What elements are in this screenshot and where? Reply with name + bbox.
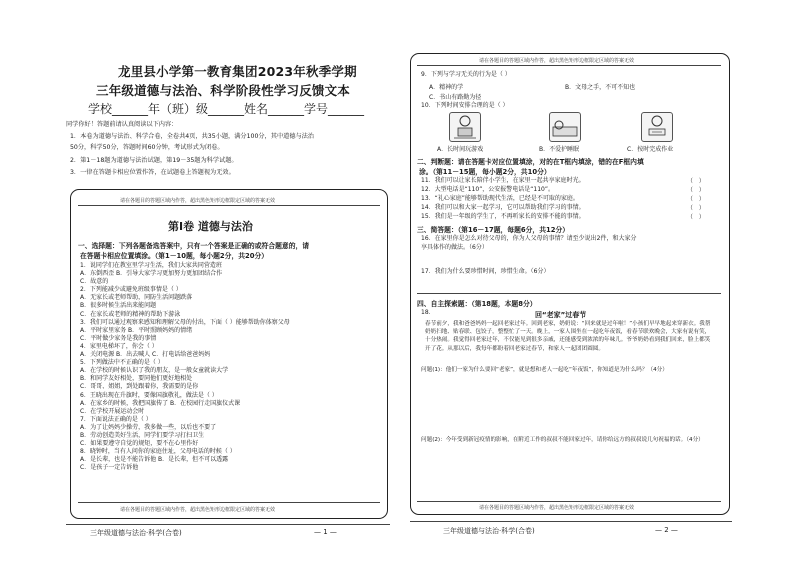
q-line: 6．王晓出现在升旗时，要像国旗敬礼，做法是（ ） xyxy=(80,391,218,399)
part4-header: 四、自主探索题：（第18题，本题8分） xyxy=(417,300,537,308)
box-bottom-note: 请在各题目的答题区域内作答，超出黑色矩形边框限定区域的答案无效 xyxy=(479,505,635,511)
student-info-line: 学校______年（班）级______姓名______学号______ xyxy=(88,102,365,116)
judge-12: 12．大型电话是“110”，公安报警电话是“110”。 xyxy=(421,186,554,193)
box-top-note: 请在各题目的答题区域内作答，超出黑色矩形边框限定区域的答案无效 xyxy=(120,198,276,204)
footer-subject: 三年级道德与法治·科学(合卷) xyxy=(443,527,535,535)
q16-cont: 享具体作的做法。（6分） xyxy=(421,244,488,251)
q10-option-a: A．长时间玩游戏 xyxy=(437,146,484,153)
q-line: C．是孩子一定告诉他 xyxy=(80,464,139,472)
q9: 9．下列与学习无关的行为是（ ） xyxy=(421,71,511,78)
q-line: 7．下面说法正确的是（ ） xyxy=(80,415,152,423)
divider xyxy=(417,65,721,66)
essay-question-2: 问题(2)：今年受到新冠疫情的影响，在附近工作的叔叔不能回家过年，请你给远方的叔叔说几句祝福的话。（4分） xyxy=(421,437,704,443)
note-1b: 50分，科学50分，答题时间60分钟，考试形式为闭卷。 xyxy=(70,144,224,151)
q-line: B．和同学友好相处，要同他们更好地相处 xyxy=(80,375,193,383)
divider xyxy=(78,502,380,503)
judge-13: 13．“礼心家庭”能够帮助现代生活，已经是不可取的家庭。 xyxy=(421,195,579,202)
divider xyxy=(417,501,721,502)
q10-option-c: C．按时完成作业 xyxy=(627,146,674,153)
q-line: A．东倒西歪 B．引导大家学习更加努力更加团结合作 xyxy=(80,270,223,278)
q9-option-b: B．文母之手，不可不知也 xyxy=(565,84,636,91)
q10: 10．下列时间安排合理的是（ ） xyxy=(421,102,509,109)
homework-illustration xyxy=(641,112,673,142)
q-line: 3．我们可以通过观察来感知和理解父母的付出，下面（ ）能够帮助你体察父母 xyxy=(80,318,290,326)
q-line: B．劳动创造美好生活，同学们要学习打扫卫生 xyxy=(80,431,205,439)
q-line: A．为了让妈妈少操劳，我多做一些，以后也不要了 xyxy=(80,423,217,431)
page-right xyxy=(397,0,794,561)
q-line: B．很多时候生活出来能问题 xyxy=(80,302,157,310)
part3-header: 三、简答题：（第16－17题，每题6分，共12分） xyxy=(417,226,570,234)
divider xyxy=(78,205,380,206)
box-top-note: 请在各题目的答题区域内作答，超出黑色矩形边框限定区域的答案无效 xyxy=(479,58,635,64)
judge-14: 14．我们可以和大家一起学习，它可以帮助我们学习的事情。 xyxy=(421,204,585,211)
q9-option-c: C．书山有路勤为径 xyxy=(429,94,482,101)
note-1: 1．本卷为道德与法治、科学合卷，全卷共4页，共35小题，满分100分，其中道德与法治 xyxy=(70,133,315,140)
q-line: 8．晓钟时，当有人问你的家庭住址，父母电话的时候（ ） xyxy=(80,448,236,456)
question-list-left xyxy=(80,262,290,472)
q17: 17．我们为什么要珍惜时间，珍惜生命。（6分） xyxy=(421,268,550,275)
q-line: C．平时做少家务是我的事情 xyxy=(80,334,157,342)
q-line: 2．下列能减少或避免班级事情是（ ） xyxy=(80,286,182,294)
q-line: A．关闭电源 B．出去喊人 C．打电话给爸爸妈妈 xyxy=(80,351,211,359)
q9-option-a: A．精神的学 xyxy=(429,84,464,91)
q-line: A．无家长或老师帮助，同防生活问题跌落 xyxy=(80,294,193,302)
gaming-illustration xyxy=(449,112,481,142)
part1-header-2: 在答题卡相应位置填涂。（第1－10题，每小题2分，共20分） xyxy=(80,252,269,260)
footer-subject: 三年级道德与法治·科学(合卷) xyxy=(90,529,182,537)
footer-rule xyxy=(66,524,390,525)
q-line: A．是长辈，也是不能告诉他 B．是长辈，但不可以透露 xyxy=(80,456,229,464)
q-line: A．平时家里家务 B．平时照顾妈妈的情绪 xyxy=(80,326,193,334)
q-line: C．在学校开展运动会时 xyxy=(80,407,145,415)
part1-header: 一、选择题：下列各题备选答案中，只有一个答案是正确的或符合题意的，请 xyxy=(78,242,310,250)
part2-header: 二、判断题：请在答题卡对应位置填涂，对的在T框内填涂，错的在F框内填 xyxy=(417,158,644,166)
q-line: A．在学校的时候认识了我的朋友，是一般女童就读大学 xyxy=(80,367,229,375)
greeting: 同学你好！答题前请认真阅读以下内容： xyxy=(66,121,178,128)
divider xyxy=(417,293,721,294)
essay-text: 春节前夕，我和爸爸妈妈一起回老家过年。回到老家，奶奶说：“回来就是过年啦！”小孩们早早地起来穿新衣。我帮奶奶扫地、贴春联、包饺子，整整忙了一天。晚上，一家人围坐在一起吃年夜饭，看春节联欢晚会，大家有说有笑，十分热闹。我觉得回老家过年，不仅能见到很多亲戚，还能感受到浓浓的年味儿。爷爷奶奶看到我们回来，脸上都笑开了花。从那以后，我每年都盼着回老家过春节，和家人一起团团圆圆。 xyxy=(425,321,711,352)
sleeping-illustration xyxy=(549,112,581,142)
q-line: C．故意的 xyxy=(80,278,109,286)
q10-option-b: B．不爱护睡眠 xyxy=(539,146,580,153)
q-line: 5．下列做法中不正确的是（ ） xyxy=(80,359,164,367)
footer-rule xyxy=(410,521,732,522)
q-line: A．在家乡的时候，我把国旗传了 B．在校园行走国旗仪式课 xyxy=(80,399,241,407)
judge-11: 11．我们可以让家长陪伴小学生，在家里一起共享家庭时光。 xyxy=(421,177,585,184)
box-bottom-note: 请在各题目的答题区域内作答，超出黑色矩形边框限定区域的答案无效 xyxy=(120,507,276,513)
q16: 16．在家里你是怎么对待父母的，你为人父母的事情？请至少说出2件，和大家分 xyxy=(421,235,637,242)
q-line: C．如果要遵守自觉的规矩，要不在心里作好 xyxy=(80,440,199,448)
q18-label: 18． xyxy=(421,309,435,316)
exam-title-line1: 龙里县小学第一教育集团2023年秋季学期 xyxy=(118,64,357,79)
note-3: 3．一律在答题卡相应位置作答，在试题卷上答题视为无效。 xyxy=(70,169,235,176)
q-line: 1．说同学们在教室里学习生活，我们大家共同营造班 xyxy=(80,262,222,269)
judge-brackets: （ ） （ ） （ ） （ ） （ ） xyxy=(687,178,705,221)
exam-title-line2: 三年级道德与法治、科学阶段性学习反馈文本 xyxy=(96,83,351,98)
page-number: — 2 — xyxy=(655,526,678,534)
q-line: 4．家里电梯坏了，你会（ ） xyxy=(80,342,158,350)
page-number: — 1 — xyxy=(314,528,337,536)
essay-title: 回“老家”过春节 xyxy=(535,311,587,319)
essay-question-1: 问题(1)：他们一家为什么要回“老家”，就是想和老人一起吃“年夜饭”，你知道是为什么吗？（4分） xyxy=(421,367,668,373)
q-line: C．在家长或老师的精神的帮助下游泳 xyxy=(80,310,181,318)
judge-15: 15．我们是一年级的学生了，不再听家长的安排不能的事情。 xyxy=(421,213,585,220)
q-line: C．哥哥、姐姐，到处跟着你，我需要的是你 xyxy=(80,383,199,391)
section-title: 第Ⅰ卷 道德与法治 xyxy=(168,220,253,233)
note-2: 2．第1－18题为道德与法治试题，第19－35题为科学试题。 xyxy=(70,157,238,164)
part2-header-2: 涂。（第11－15题，每小题2分，共10分） xyxy=(419,168,551,176)
